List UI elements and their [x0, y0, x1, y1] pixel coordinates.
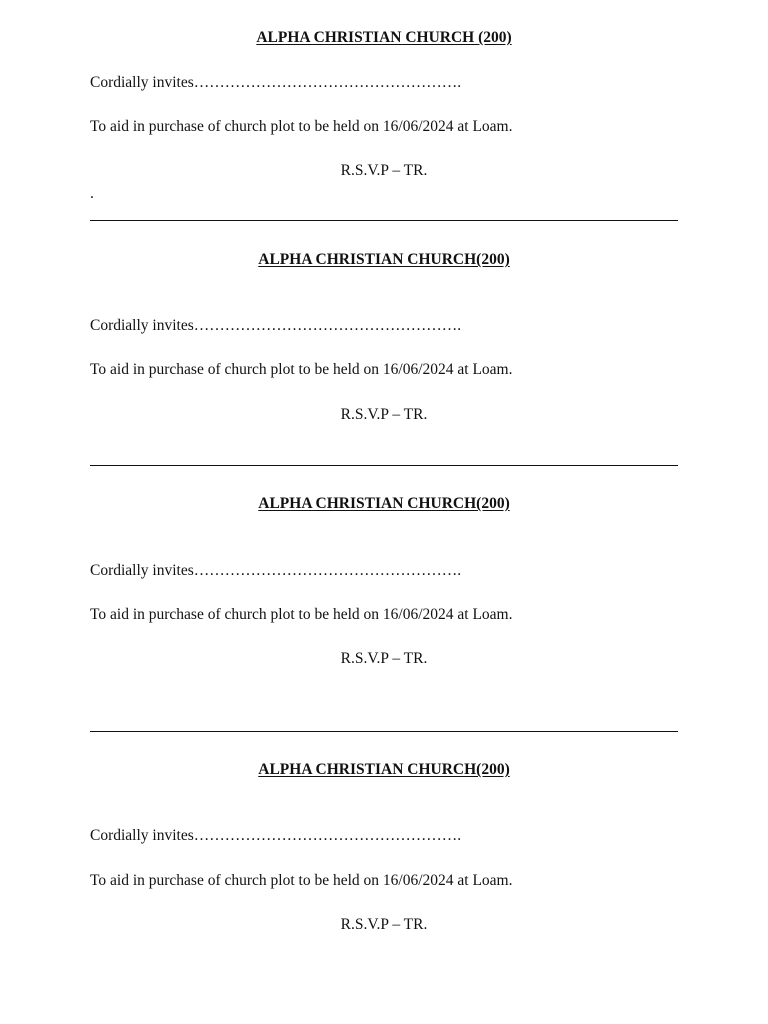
- invitation-1-title: ALPHA CHRISTIAN CHURCH (200): [256, 29, 512, 46]
- invitation-4-title: ALPHA CHRISTIAN CHURCH(200): [258, 761, 510, 778]
- invitation-4-rsvp: R.S.V.P – TR.: [340, 916, 428, 933]
- invitation-2-invite-line: Cordially invites…………………………………………….: [90, 317, 462, 334]
- invitation-3-invite-line: Cordially invites…………………………………………….: [90, 562, 462, 579]
- invitation-1-purpose-line: To aid in purchase of church plot to be held on 16/06/2024 at Loam.: [90, 118, 513, 135]
- invitation-2-purpose-line: To aid in purchase of church plot to be held on 16/06/2024 at Loam.: [90, 361, 513, 378]
- invitation-1-stray-mark: .: [90, 185, 94, 202]
- invitation-2-title: ALPHA CHRISTIAN CHURCH(200): [258, 251, 510, 268]
- invitation-1-rsvp: R.S.V.P – TR.: [340, 162, 428, 179]
- invitation-1-invite-line: Cordially invites…………………………………………….: [90, 74, 462, 91]
- invitation-2-rsvp: R.S.V.P – TR.: [340, 406, 428, 423]
- divider-2: [90, 465, 678, 466]
- divider-3: [90, 731, 678, 732]
- invitation-3-purpose-line: To aid in purchase of church plot to be held on 16/06/2024 at Loam.: [90, 606, 513, 623]
- invitation-4-invite-line: Cordially invites…………………………………………….: [90, 827, 462, 844]
- invitation-3-title: ALPHA CHRISTIAN CHURCH(200): [258, 495, 510, 512]
- invitation-4-purpose-line: To aid in purchase of church plot to be held on 16/06/2024 at Loam.: [90, 872, 513, 889]
- invitation-3-rsvp: R.S.V.P – TR.: [340, 650, 428, 667]
- divider-1: [90, 220, 678, 221]
